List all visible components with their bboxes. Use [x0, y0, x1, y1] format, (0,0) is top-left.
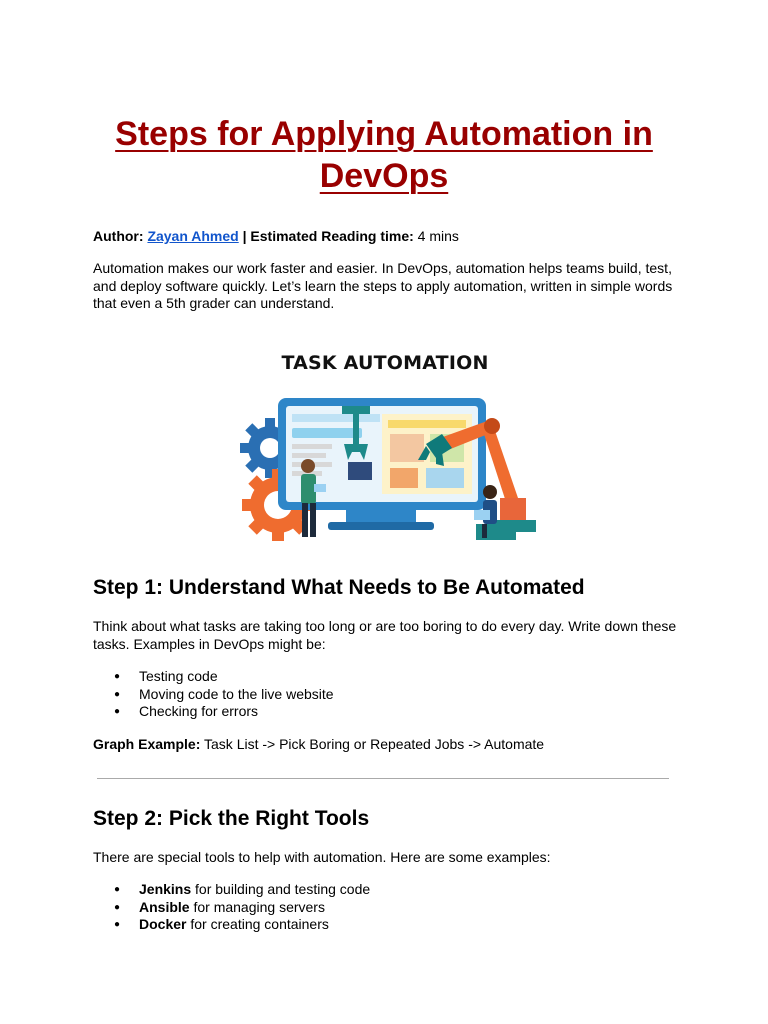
step-2-tools-list — [114, 881, 370, 934]
list-item: ● Moving code to the live website — [114, 686, 334, 704]
step-1-text: Think about what tasks are taking too long or are too boring to do every day. Write down these tasks. Examples in DevOps might be: — [93, 618, 677, 652]
horizontal-divider — [97, 778, 669, 779]
author-line — [93, 228, 683, 246]
tool-name: Ansible — [139, 898, 190, 915]
document-title: Steps for Applying Automation in DevOps — [115, 115, 653, 195]
graph-example-text: Task List -> Pick Boring or Repeated Jobs -> Automate — [200, 736, 545, 752]
tool-description: for managing servers — [189, 898, 325, 915]
reading-time-value: 4 mins — [413, 228, 459, 244]
list-item — [114, 881, 370, 899]
graph-example-label: Graph Example: — [93, 736, 201, 752]
step-2-heading: Step 2: Pick the Right Tools — [93, 807, 370, 830]
tool-name: Docker — [139, 916, 187, 933]
task-automation-illustration — [230, 348, 540, 548]
tool-description: for creating containers — [186, 916, 329, 933]
list-item: ● Checking for errors — [114, 703, 334, 721]
step-2-text: There are special tools to help with automation. Here are some examples: — [93, 849, 551, 865]
tool-name: Jenkins — [139, 881, 192, 897]
illustration-title: TASK AUTOMATION — [281, 352, 489, 374]
meta-separator: | — [238, 228, 251, 244]
step-1-examples-list — [114, 668, 334, 721]
list-item: ● Testing code — [114, 668, 334, 686]
step-1-heading: Step 1: Understand What Needs to Be Automated — [93, 576, 585, 599]
author-label: Author: — [93, 228, 144, 244]
tool-description: for building and testing code — [191, 881, 371, 897]
author-link[interactable]: Zayan Ahmed — [147, 228, 239, 244]
graph-example — [93, 736, 683, 754]
intro-paragraph: Automation makes our work faster and easier. In DevOps, automation helps teams build, test, and deploy software quickly. Let’s learn the steps to apply automation, written in simple words that even a 5th grader can understand. — [93, 260, 673, 311]
reading-time-label: Estimated Reading time: — [250, 228, 414, 244]
list-item — [114, 916, 370, 934]
list-item — [114, 899, 370, 917]
